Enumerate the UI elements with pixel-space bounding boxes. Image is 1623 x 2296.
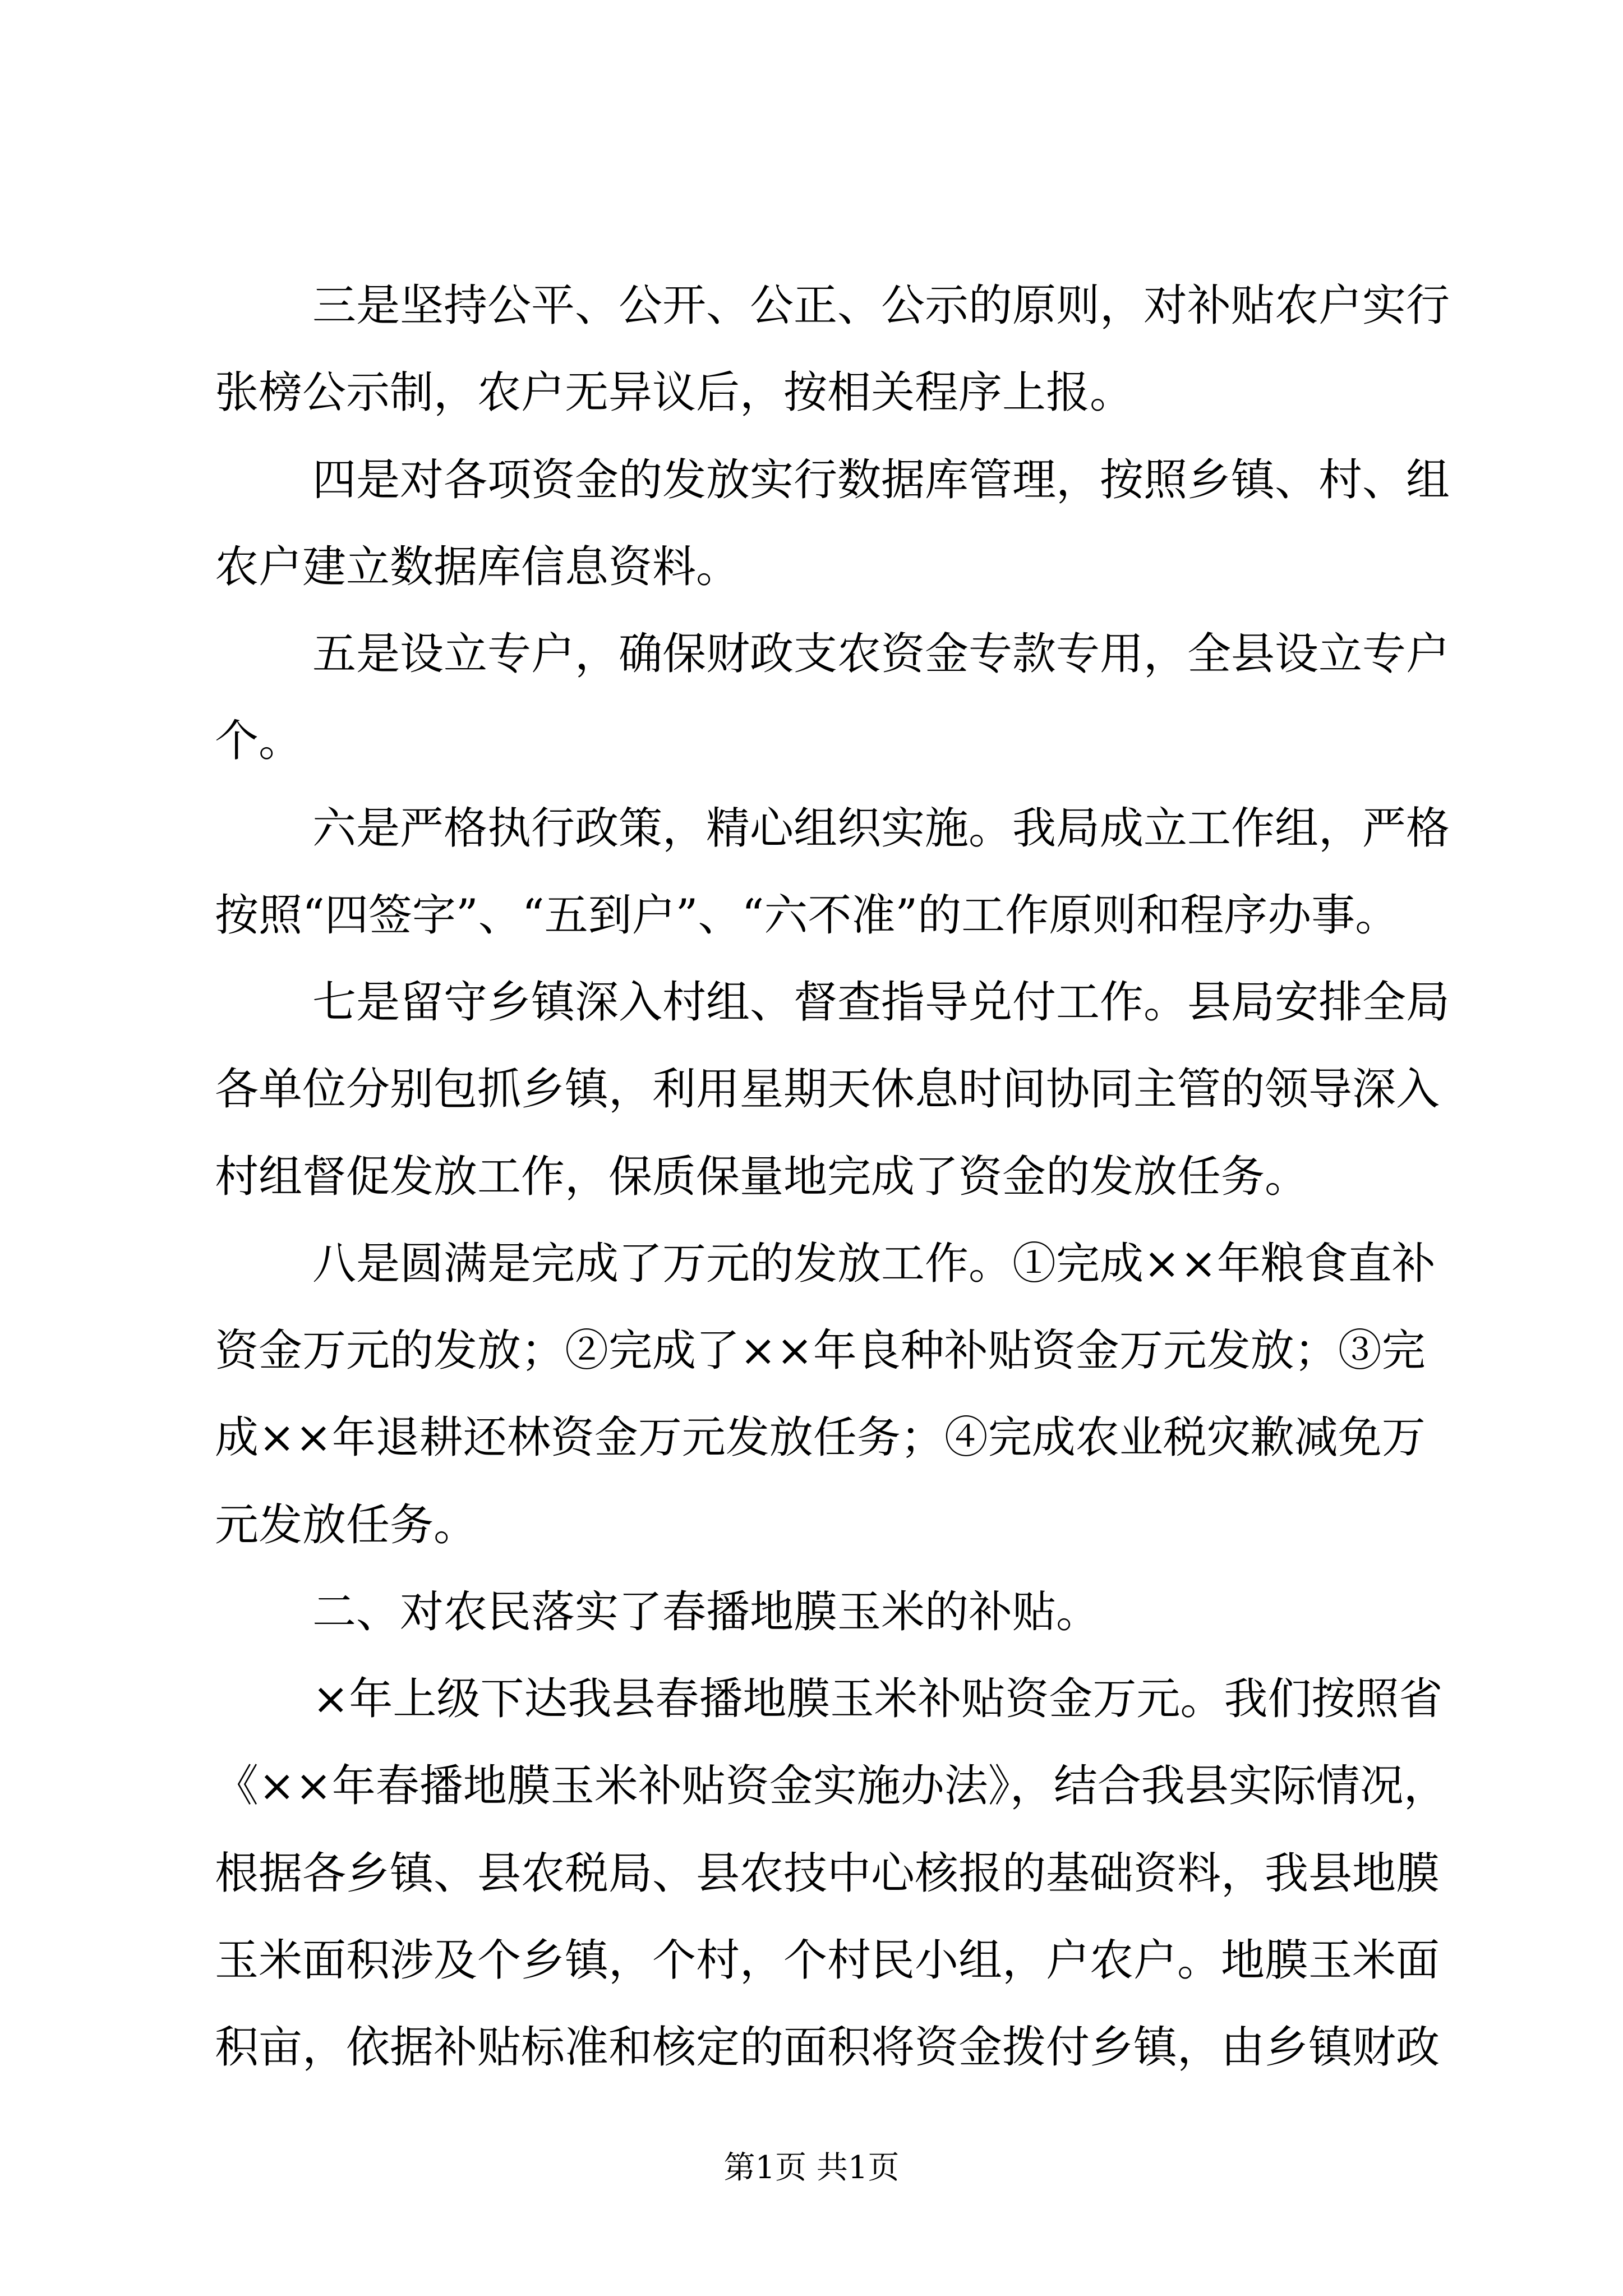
- page-footer: 第1页 共1页: [723, 2150, 900, 2186]
- paragraph-line: 积亩，依据补贴标准和核定的面积将资金拨付乡镇，由乡镇财政: [215, 2022, 1440, 2073]
- section-heading: 二、对农民落实了春播地膜玉米的补贴。: [312, 1587, 1100, 1637]
- paragraph-line: 八是圆满是完成了万元的发放工作。①完成××年粮食直补: [312, 1239, 1436, 1289]
- paragraph-line: 六是严格执行政策，精心组织实施。我局成立工作组，严格: [312, 803, 1450, 854]
- paragraph-line: 三是坚持公平、公开、公正、公示的原则，对补贴农户实行: [312, 280, 1450, 331]
- paragraph-line: 资金万元的发放；②完成了××年良种补贴资金万元发放；③完: [215, 1326, 1426, 1376]
- paragraph-line: ×年上级下达我县春播地膜玉米补贴资金万元。我们按照省: [312, 1674, 1443, 1724]
- paragraph-line: 张榜公示制，农户无异议后，按相关程序上报。: [215, 367, 1134, 418]
- paragraph-line: 成××年退耕还林资金万元发放任务；④完成农业税灾歉减免万: [215, 1412, 1426, 1463]
- paragraph-line: 各单位分别包抓乡镇，利用星期天休息时间协同主管的领导深入: [215, 1064, 1440, 1115]
- paragraph-line: 按照“四签字”、“五到户”、“六不准”的工作原则和程序办事。: [215, 890, 1399, 941]
- paragraph-line: 个。: [215, 716, 303, 766]
- paragraph-line: 农户建立数据库信息资料。: [215, 542, 740, 592]
- paragraph-line: 《××年春播地膜玉米补贴资金实施办法》，结合我县实际情况，: [215, 1761, 1447, 1811]
- paragraph-line: 玉米面积涉及个乡镇，个村，个村民小组，户农户。地膜玉米面: [215, 1935, 1440, 1986]
- paragraph-line: 四是对各项资金的发放实行数据库管理，按照乡镇、村、组: [312, 455, 1450, 505]
- paragraph-line: 五是设立专户，确保财政支农资金专款专用，全县设立专户: [312, 629, 1450, 679]
- paragraph-line: 村组督促发放工作，保质保量地完成了资金的发放任务。: [215, 1152, 1309, 1202]
- paragraph-line: 元发放任务。: [215, 1500, 478, 1550]
- paragraph-line: 七是留守乡镇深入村组、督查指导兑付工作。县局安排全局: [312, 977, 1450, 1028]
- paragraph-line: 根据各乡镇、县农税局、县农技中心核报的基础资料，我县地膜: [215, 1848, 1440, 1899]
